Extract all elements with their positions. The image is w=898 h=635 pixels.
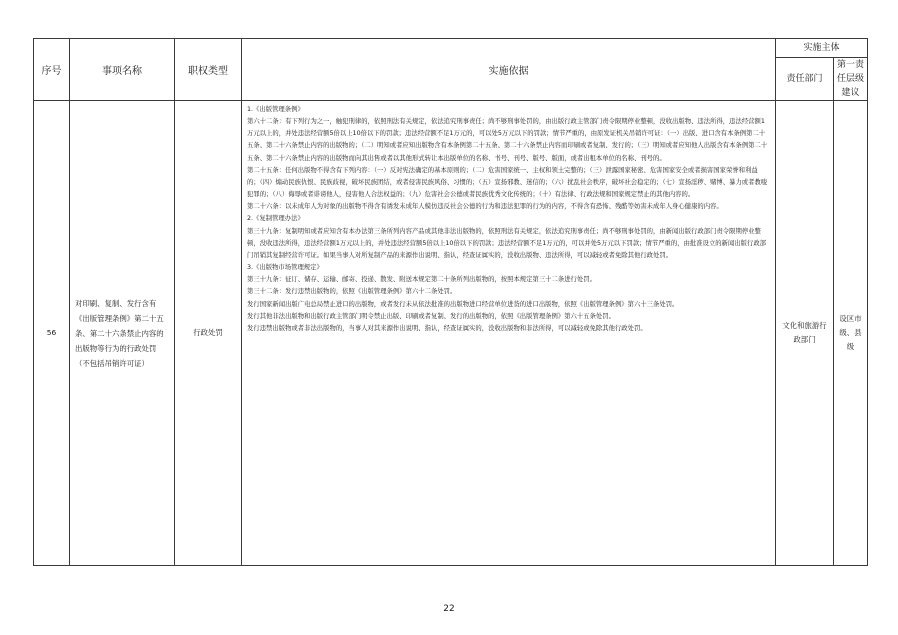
row-basis xyxy=(242,101,776,566)
row-dept: 文化和旅游行政部门 xyxy=(776,101,834,566)
basis-paragraph: 第三十九条：复制明知或者应知含有本办法第三条所列内容产品或其他非法出版物的，依照刑法有关规定，依法追究刑事责任；尚不够刑事处罚的，由新闻出版行政部门责令限期停业整顿，没收违法所得，违法经营额1万元以上的，并处违法经营额5倍以上10倍以下的罚款；违法经营额不足1万元的，可以并处5万元以下罚款；情节严重的，由批准设立的新闻出版行政部门吊销其复制经营许可证。如果当事人对所复制产品的来源作出说明、指认，经查证属实的，没收出版物、违法所得，可以减轻或者免除其他行政处罚。 xyxy=(247,227,767,259)
header-power-type: 职权类型 xyxy=(175,39,242,101)
basis-paragraph: 发行其他非法出版物和出版行政主管部门明令禁止出版、印刷或者复制、发行的出版物的，依照《出版管理条例》第六十五条处罚。 xyxy=(247,312,615,320)
basis-paragraph: 第三十二条：发行违禁出版物的，依照《出版管理条例》第六十二条处罚。 xyxy=(247,288,457,296)
header-basis: 实施依据 xyxy=(242,39,776,101)
row-level: 设区市级、县级 xyxy=(834,101,868,566)
basis-paragraph: 2.《复制管理办法》 xyxy=(247,215,304,223)
basis-paragraph: 3.《出版物市场管理规定》 xyxy=(247,264,323,272)
page-number: 22 xyxy=(443,604,455,614)
row-power-type: 行政处罚 xyxy=(175,101,242,566)
basis-paragraph: 第二十五条：任何出版物不得含有下列内容：（一）反对宪法确定的基本原则的；（二）危害国家统一、主权和领土完整的；（三）泄露国家秘密、危害国家安全或者损害国家荣誉和利益的；（四）煽动民族仇恨、民族歧视，破坏民族团结，或者侵害民族风俗、习惯的；（五）宣扬邪教、迷信的；（六）扰乱社会秩序，破坏社会稳定的；（七）宣扬淫秽、赌博、暴力或者教唆犯罪的；（八）侮辱或者诽谤他人，侵害他人合法权益的；（九）危害社会公德或者民族优秀文化传统的；（十）有法律、行政法规和国家规定禁止的其他内容的。 xyxy=(247,166,768,199)
basis-paragraph: 发行国家新闻出版广电总局禁止进口的出版物，或者发行未从依法批准的出版物进口经营单位进货的进口出版物，依照《出版管理条例》第六十三条处罚。 xyxy=(247,300,679,308)
header-item-name: 事项名称 xyxy=(70,39,175,101)
basis-paragraph: 发行违禁出版物或者非法出版物的，当事人对其来源作出说明、指认，经查证属实的，没收出版物和非法所得，可以减轻或免除其他行政处罚。 xyxy=(247,324,647,332)
basis-paragraph: 1.《出版管理条例》 xyxy=(247,106,304,113)
basis-paragraph: 第三十九条：征订、储存、运输、邮寄、投递、散发、附送本规定第二十条所列出版物的，按照本规定第三十二条进行处罚。 xyxy=(247,276,596,284)
header-subject: 实施主体 xyxy=(776,39,868,58)
header-level: 第一责任层级建议 xyxy=(834,58,868,101)
basis-paragraph: 第六十二条：有下列行为之一，触犯刑律的，依照刑法有关规定，依法追究刑事责任；尚不够刑事处罚的，由出版行政主管部门责令限期停业整顿，没收出版物、违法所得，违法经营额1万元以上的，并处违法经营额5倍以上10倍以下的罚款；违法经营额不足1万元的，可以处5万元以下的罚款；情节严重的，由原发证机关吊销许可证：（一）出版、进口含有本条例第二十五条、第二十六条禁止内容的出版物的；（二）明知或者应知出版物含有本条例第二十五条、第二十六条禁止内容而印刷或者复制、发行的；（三）明知或者应知他人出版含有本条例第二十五条、第二十六条禁止内容的出版物而向其出售或者以其他形式转让本出版单位的名称、书号、刊号、版号、版面，或者出租本单位的名称、刊号的。 xyxy=(247,118,768,162)
header-seq: 序号 xyxy=(34,39,70,101)
row-item-name: 对印刷、复制、发行含有《出版管理条例》第二十五条、第二十六条禁止内容的出版物等行为的行政处罚（不包括吊销许可证） xyxy=(70,101,175,566)
header-dept: 责任部门 xyxy=(776,58,834,101)
row-seq: 56 xyxy=(34,101,70,566)
administrative-power-table xyxy=(33,38,868,566)
basis-paragraph: 第二十六条：以未成年人为对象的出版物不得含有诱发未成年人模仿违反社会公德的行为和违法犯罪的行为的内容，不得含有恐怖、残酷等妨害未成年人身心健康的内容。 xyxy=(247,203,723,211)
table-row xyxy=(34,101,868,566)
